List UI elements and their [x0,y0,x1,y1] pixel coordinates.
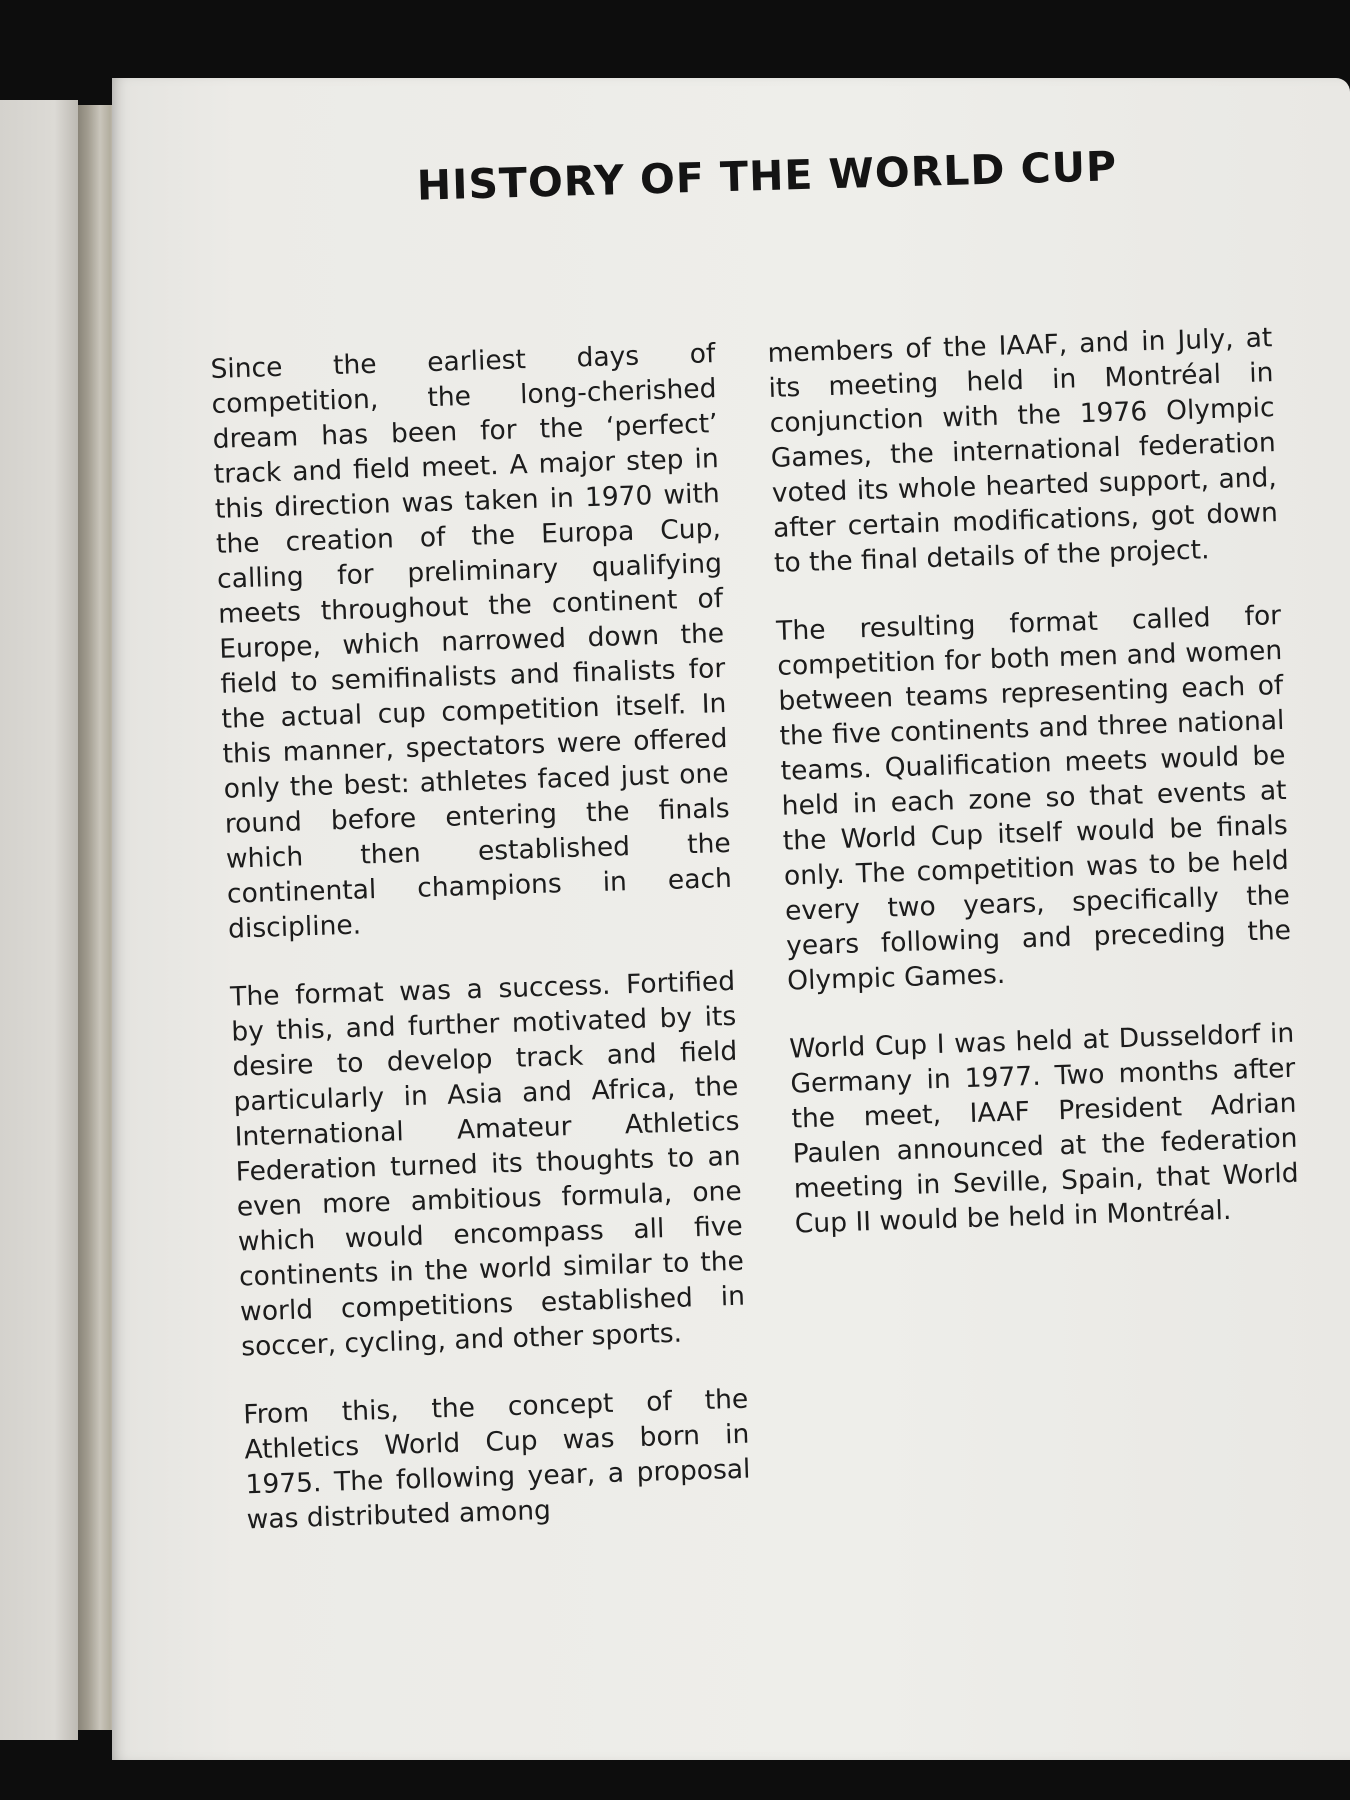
paragraph: The resulting format called for competition for both men and women between teams representing each of the five continents and three national teams. Qualification meets would be held in each zone so that events at the World Cup itself would be finals only. The competition was to be held every two years, specifically the years following and preceding the Olympic Games. [775,599,1292,997]
paragraph: World Cup I was held at Dusseldorf in Germany in 1977. Two months after the meet, IAAF President Adrian Paulen announced at the federation meeting in Seville, Spain, that World Cup II would be held in Montréal. [788,1017,1300,1240]
paragraph: The format was a success. Fortified by this, and further motivated by its desire to develop track and field particularly in Asia and Africa, the International Amateur Athletics Federation turned its thoughts to an even more ambitious formula, one which would encompass all five continents in the world similar to the world competitions established in soccer, cycling, and other sports. [229,965,746,1363]
left-facing-page [0,100,78,1740]
booklet-page [112,78,1350,1760]
paragraph: Since the earliest days of competition, the long-cherished dream has been for the ‘perfect’ track and field meet. A major step in this direction was taken in 1970 with the creation of the Europa Cup, calling for preliminary qualifying meets throughout the continent of Europe, which narrowed down the field to semifinalists and finalists for the actual cup competition itself. In this manner, spectators were offered only the best: athletes faced just one round before entering the finals which then established the continental champions in each discipline. [210,338,733,945]
paragraph: From this, the concept of the Athletics World Cup was born in 1975. The following year, a proposal was distributed among [242,1383,751,1536]
left-text-column [210,336,752,1537]
paragraph: members of the IAAF, and in July, at its meeting held in Montréal in conjunction with the 1976 Olympic Games, the international federation voted its whole hearted support, and, after certain modifications, got down to the final details of the project. [767,322,1279,579]
right-text-column [767,320,1300,1241]
page-title: HISTORY OF THE WORLD CUP [416,142,1118,210]
